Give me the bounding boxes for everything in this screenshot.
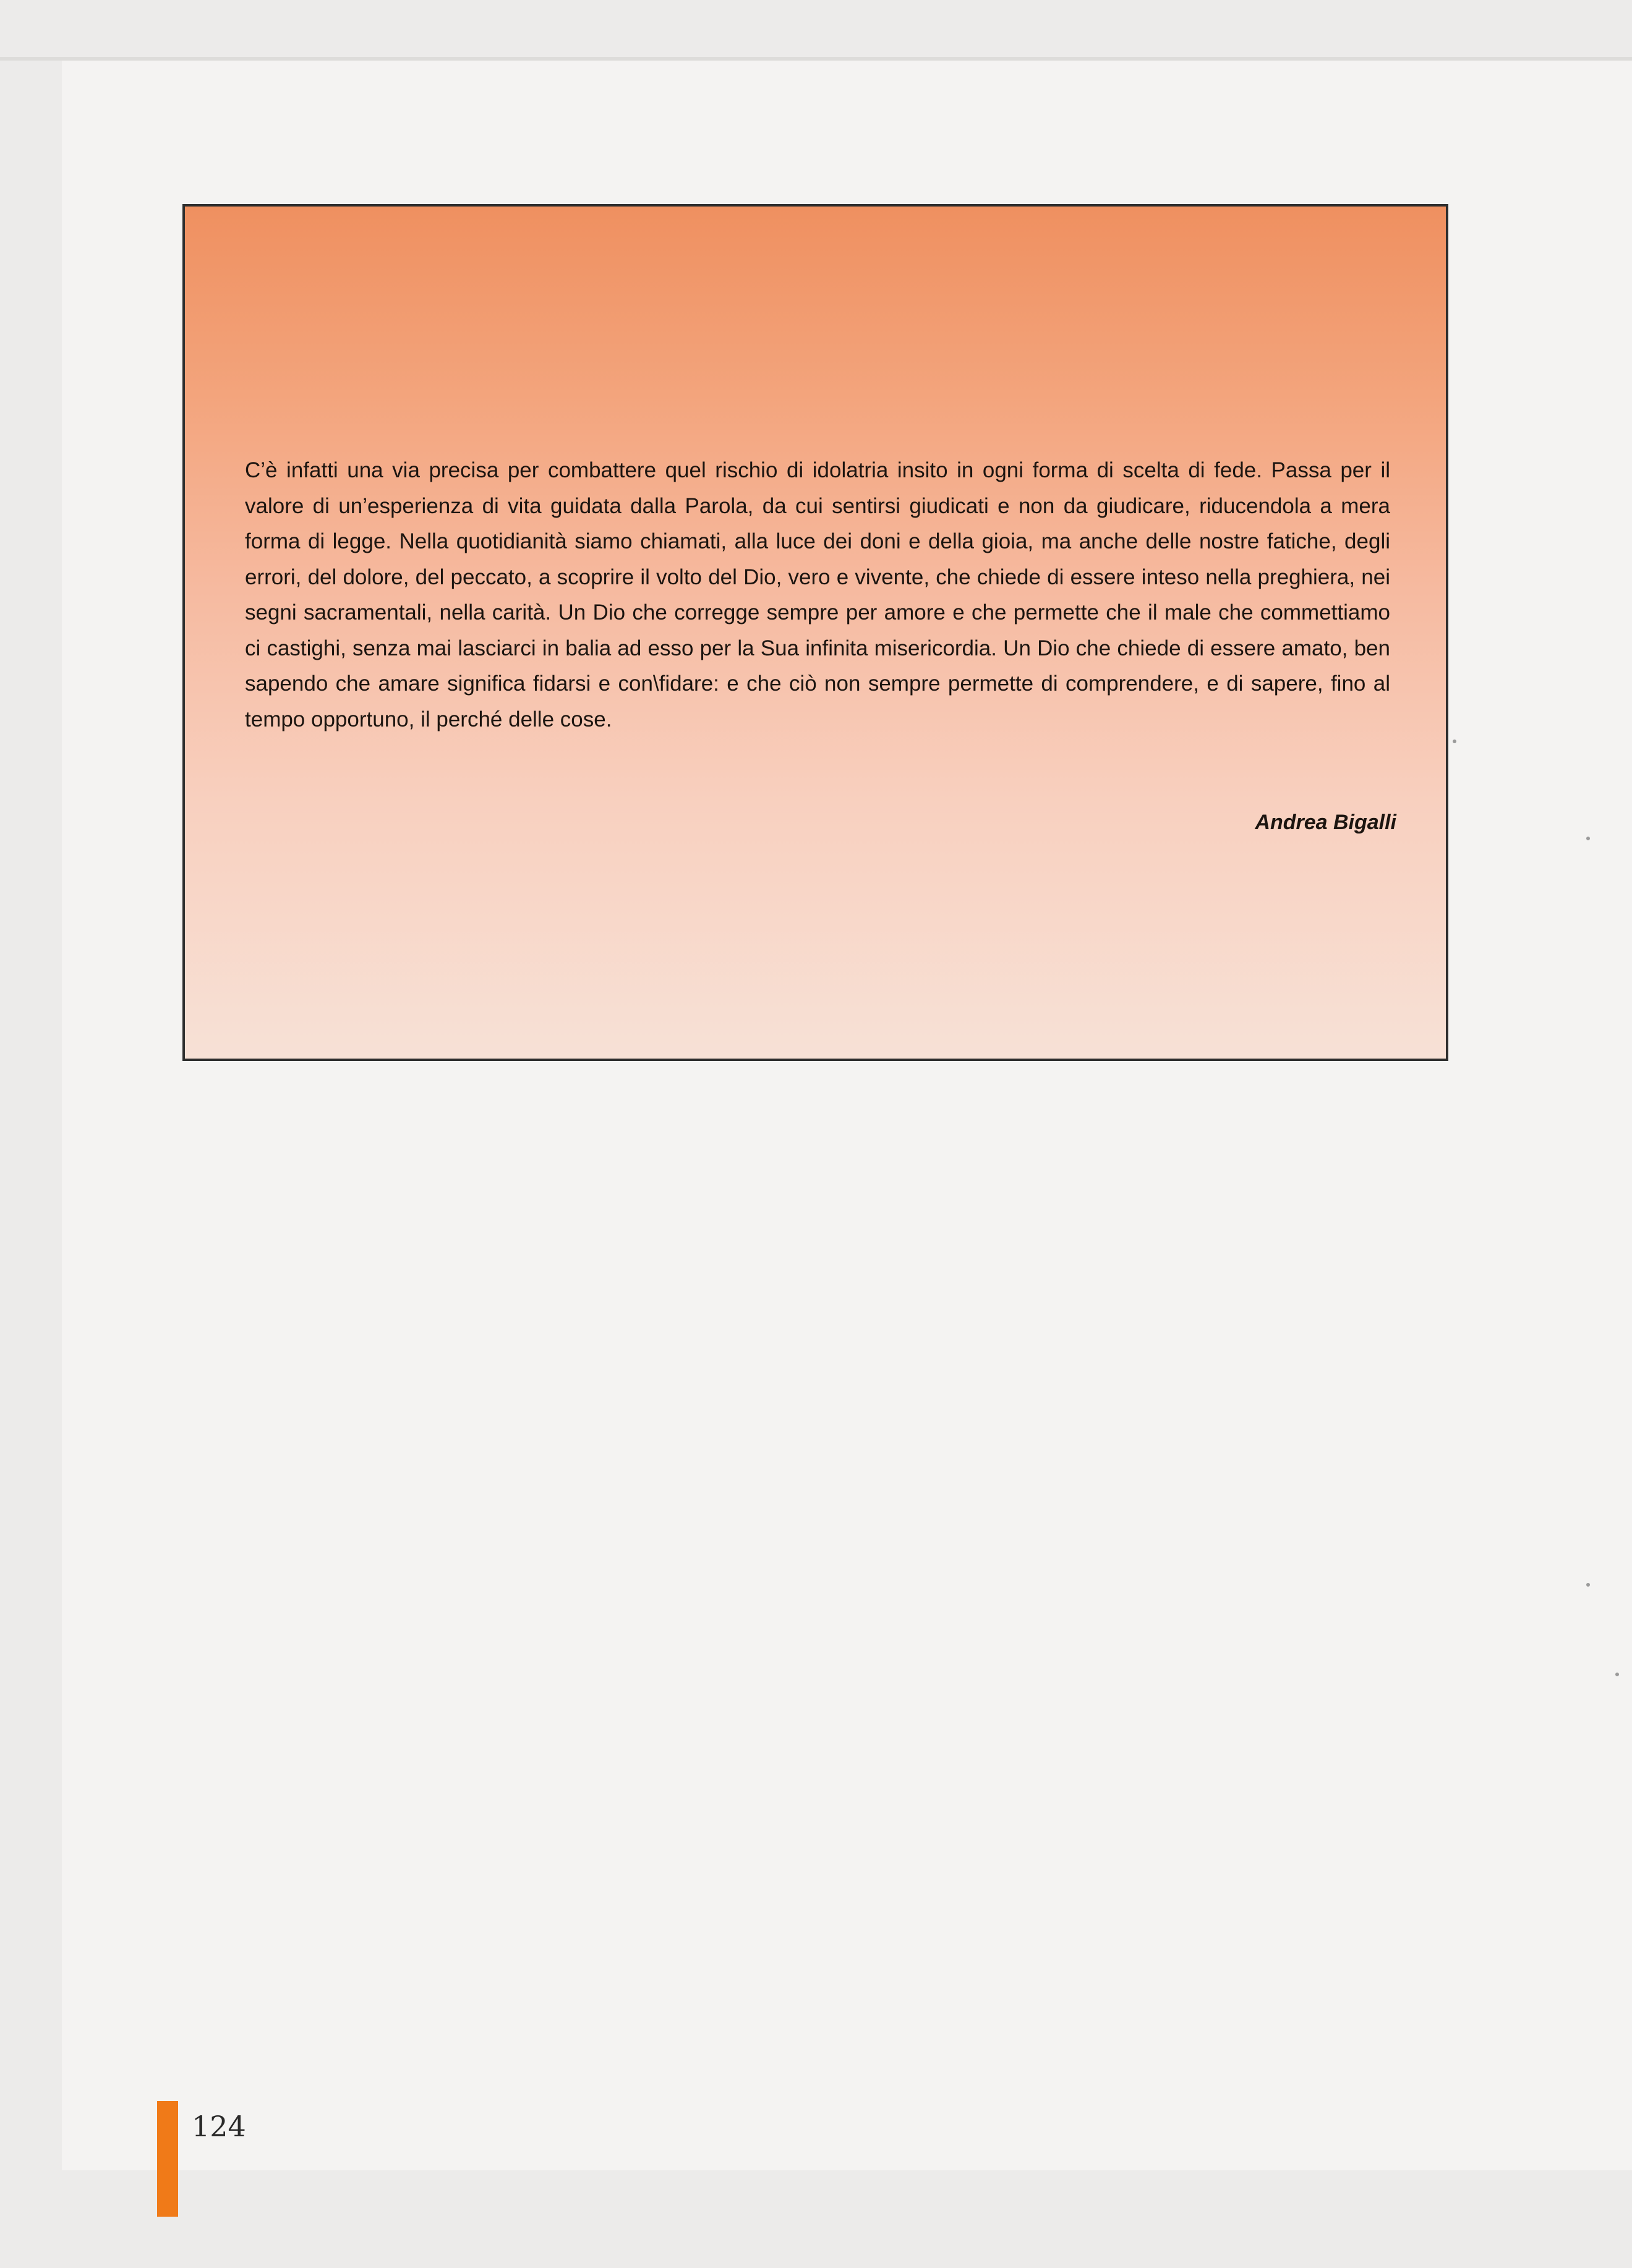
page-number: 124 [192, 2110, 246, 2143]
quote-body-text: C’è infatti una via precisa per combattere quel rischio di idolatria insito in ogni forma di scelta di fede. Passa per il valore di un’esperienza di vita guidata dalla Parola, da cui sentirsi giudicati e non da giudicare, riducendola a mera forma di legge. Nella quotidianità siamo chiamati, alla luce dei doni e della gioia, ma anche delle nostre fatiche, degli errori, del dolore, del peccato, a scoprire il volto del Dio, vero e vivente, che chiede di essere inteso nella preghiera, nei segni sacramentali, nella carità. Un Dio che corregge sempre per amore e che permette che il male che commettiamo ci castighi, senza mai lasciarci in balia ad esso per la Sua infinita misericordia. Un Dio che chiede di essere amato, ben sapendo che amare significa fidarsi e con\fidare: e che ciò non sempre permette di comprendere, e di sapere, fino al tempo opportuno, il perché delle cose. [245, 458, 1390, 731]
page-number-accent-bar [157, 2101, 178, 2217]
quote-box [182, 204, 1448, 1061]
scan-speck [1615, 1673, 1619, 1676]
scan-speck [1586, 837, 1590, 840]
scan-speck [1586, 1583, 1590, 1587]
scan-speck [1453, 740, 1456, 743]
quote-author: Andrea Bigalli [1255, 811, 1396, 834]
page-top-edge [0, 57, 1632, 61]
